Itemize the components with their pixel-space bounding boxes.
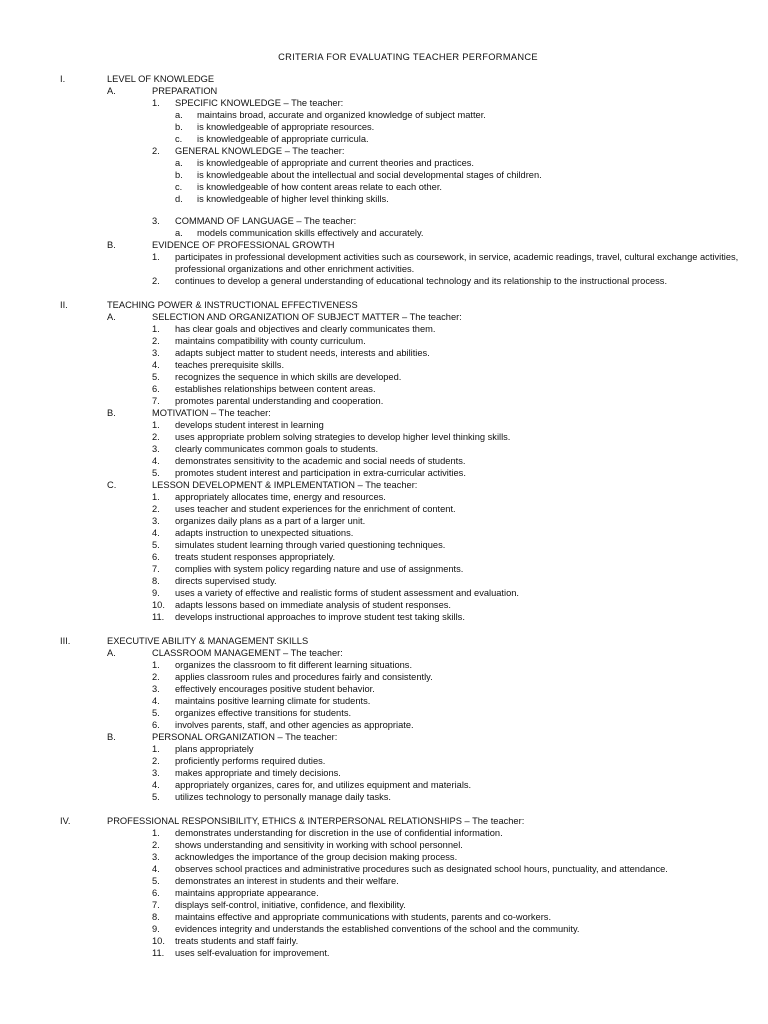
criteria-item-text: SPECIFIC KNOWLEDGE – The teacher: [175,98,344,108]
criteria-subitem [0,182,768,194]
criteria-item [0,384,768,396]
criteria-item-number: 4. [152,455,160,466]
criteria-item-text: recognizes the sequence in which skills are developed. [175,371,402,382]
criteria-item-text: has clear goals and objectives and clearly communicates them. [175,323,436,334]
criteria-item-number: 2. [152,671,160,682]
criteria-item-number: 1. [152,419,160,430]
criteria-item-number: 9. [152,587,160,598]
criteria-item-text: adapts lessons based on immediate analysis of student responses. [175,599,451,610]
subsection-heading [0,312,768,324]
criteria-item [0,276,768,288]
criteria-item [0,720,768,732]
subsection-heading-number: A. [107,86,116,96]
criteria-item-text: GENERAL KNOWLEDGE – The teacher: [175,146,345,156]
criteria-item-number: 5. [152,791,160,802]
subsection-heading [0,240,768,252]
criteria-item-number: 8. [152,911,160,922]
criteria-item-text: utilizes technology to personally manage daily tasks. [175,791,392,802]
criteria-item [0,684,768,696]
criteria-subitem-number: a. [175,228,183,238]
criteria-item-number: 3. [152,515,160,526]
criteria-item-number: 3. [152,443,160,454]
criteria-item-text: proficiently performs required duties. [175,755,326,766]
criteria-item-number: 7. [152,395,160,406]
criteria-subitem-number: a. [175,158,183,168]
criteria-item-text: treats student responses appropriately. [175,551,336,562]
section-heading [0,816,768,828]
criteria-item-text: promotes parental understanding and cooperation. [175,395,384,406]
criteria-item [0,98,768,110]
criteria-item-text: treats students and staff fairly. [175,935,299,946]
criteria-item-text: shows understanding and sensitivity in working with school personnel. [175,839,463,850]
criteria-item-number: 2. [152,755,160,766]
section-heading [0,636,768,648]
criteria-item-text: simulates student learning through varied questioning techniques. [175,539,446,550]
section-heading-number: IV. [60,815,71,826]
criteria-item [0,336,768,348]
criteria-item [0,516,768,528]
criteria-item-number: 3. [152,767,160,778]
criteria-subitem-text: is knowledgeable of appropriate resources. [197,122,375,132]
subsection-heading-number: B. [107,407,116,418]
criteria-item-text: maintains appropriate appearance. [175,887,319,898]
criteria-item-number: 3. [152,683,160,694]
criteria-subitem-text: maintains broad, accurate and organized knowledge of subject matter. [197,110,486,120]
criteria-item-text: makes appropriate and timely decisions. [175,767,341,778]
criteria-item [0,948,768,960]
subsection-heading-number: B. [107,240,116,250]
criteria-item-number: 3. [152,851,160,862]
criteria-item-number: 4. [152,779,160,790]
criteria-item [0,252,768,276]
criteria-item-number: 2. [152,431,160,442]
criteria-item-text: evidences integrity and understands the established conventions of the school and the community. [175,923,580,934]
criteria-item-text: demonstrates an interest in students and their welfare. [175,875,399,886]
criteria-subitem [0,110,768,122]
criteria-item [0,552,768,564]
section-heading-text: LEVEL OF KNOWLEDGE [107,74,215,84]
criteria-item-text: adapts subject matter to student needs, interests and abilities. [175,347,430,358]
criteria-item [0,372,768,384]
criteria-item [0,576,768,588]
criteria-item-number: 1. [152,323,160,334]
criteria-item-text: applies classroom rules and procedures fairly and consistently. [175,671,433,682]
criteria-item-text: develops instructional approaches to improve student test taking skills. [175,611,465,622]
criteria-item-number: 4. [152,527,160,538]
document-title: CRITERIA FOR EVALUATING TEACHER PERFORMANCE [278,52,538,62]
criteria-subitem-number: a. [175,110,183,120]
criteria-item-text: directs supervised study. [175,575,277,586]
criteria-item [0,348,768,360]
criteria-item [0,456,768,468]
criteria-item-text: teaches prerequisite skills. [175,359,285,370]
criteria-item-number: 5. [152,467,160,478]
criteria-item [0,612,768,624]
criteria-item-text: appropriately allocates time, energy and resources. [175,491,386,502]
section-heading [0,300,768,312]
subsection-heading [0,732,768,744]
section-heading-text: PROFESSIONAL RESPONSIBILITY, ETHICS & INTERPERSONAL RELATIONSHIPS – The teacher: [107,815,525,826]
criteria-item-text: appropriately organizes, cares for, and utilizes equipment and materials. [175,779,472,790]
criteria-item-number: 5. [152,539,160,550]
criteria-item-number: 6. [152,383,160,394]
criteria-item [0,756,768,768]
section-heading-number: I. [60,74,66,84]
criteria-item-number: 5. [152,875,160,886]
criteria-item-number: 2. [152,839,160,850]
criteria-item [0,420,768,432]
criteria-item-number: 2. [152,503,160,514]
criteria-item [0,492,768,504]
criteria-item-text: participates in professional development activities such as coursework, in service, academic readings, travel, cultural exchange activities, professional organizations and other enrichment activities. [175,252,739,274]
criteria-item [0,708,768,720]
criteria-subitem-text: is knowledgeable of appropriate curricula. [197,134,369,144]
criteria-item [0,744,768,756]
subsection-heading-text: LESSON DEVELOPMENT & IMPLEMENTATION – The teacher: [152,479,418,490]
criteria-item-text: continues to develop a general understanding of educational technology and its relationship to the instructional process. [175,275,668,286]
criteria-item [0,540,768,552]
criteria-item-text: complies with system policy regarding nature and use of assignments. [175,563,464,574]
criteria-subitem [0,170,768,182]
criteria-item-number: 2. [152,275,160,286]
criteria-item-text: maintains effective and appropriate communications with students, parents and co-workers. [175,911,552,922]
criteria-item-number: 7. [152,899,160,910]
subsection-heading [0,408,768,420]
criteria-item [0,924,768,936]
criteria-item [0,660,768,672]
criteria-item-text: develops student interest in learning [175,419,324,430]
criteria-item [0,588,768,600]
criteria-item-number: 1. [152,659,160,670]
criteria-item [0,888,768,900]
criteria-item-number: 3. [152,347,160,358]
criteria-subitem-number: c. [175,134,183,144]
criteria-item [0,564,768,576]
criteria-item [0,876,768,888]
subsection-heading-number: C. [107,479,117,490]
criteria-item-number: 1. [152,827,160,838]
criteria-item-text: effectively encourages positive student behavior. [175,683,375,694]
subsection-heading-text: SELECTION AND ORGANIZATION OF SUBJECT MATTER – The teacher: [152,311,462,322]
section-heading [0,74,768,86]
criteria-item [0,900,768,912]
criteria-item-number: 10. [152,935,165,946]
criteria-item-number: 6. [152,719,160,730]
criteria-subitem-number: c. [175,182,183,192]
criteria-subitem-text: is knowledgeable of higher level thinking skills. [197,194,389,204]
criteria-item [0,468,768,480]
criteria-item [0,840,768,852]
criteria-item-text: involves parents, staff, and other agencies as appropriate. [175,719,414,730]
criteria-item [0,360,768,372]
criteria-item-number: 1. [152,98,160,108]
criteria-item-number: 1. [152,491,160,502]
criteria-item [0,864,768,876]
criteria-subitem [0,134,768,146]
subsection-heading [0,86,768,98]
criteria-item-text: establishes relationships between content areas. [175,383,376,394]
criteria-item-number: 11. [152,947,165,958]
criteria-item [0,600,768,612]
criteria-item [0,936,768,948]
subsection-heading-text: PREPARATION [152,86,218,96]
criteria-item-number: 4. [152,863,160,874]
criteria-subitem [0,122,768,134]
criteria-item-text: COMMAND OF LANGUAGE – The teacher: [175,216,357,226]
criteria-item-text: uses self-evaluation for improvement. [175,947,330,958]
criteria-item [0,768,768,780]
criteria-item-text: uses appropriate problem solving strategies to develop higher level thinking skills. [175,431,511,442]
criteria-item-text: promotes student interest and participation in extra-curricular activities. [175,467,466,478]
spacer [0,206,768,216]
criteria-item-number: 2. [152,146,160,156]
criteria-item [0,852,768,864]
criteria-item [0,432,768,444]
criteria-item-number: 4. [152,359,160,370]
criteria-item-text: adapts instruction to unexpected situations. [175,527,354,538]
subsection-heading-number: A. [107,647,116,658]
subsection-heading [0,648,768,660]
criteria-item-number: 3. [152,216,160,226]
section-heading-number: III. [60,635,71,646]
section-heading-text: TEACHING POWER & INSTRUCTIONAL EFFECTIVENESS [107,299,358,310]
criteria-subitem-number: b. [175,170,183,180]
criteria-item-number: 9. [152,923,160,934]
subsection-heading-text: PERSONAL ORGANIZATION – The teacher: [152,731,338,742]
criteria-item [0,912,768,924]
criteria-item [0,324,768,336]
criteria-item [0,696,768,708]
criteria-item [0,792,768,804]
criteria-item-number: 1. [152,252,160,262]
criteria-item-number: 2. [152,335,160,346]
criteria-item-number: 7. [152,563,160,574]
criteria-subitem-number: b. [175,122,183,132]
subsection-heading-number: A. [107,311,116,322]
spacer [0,288,768,300]
criteria-subitem-text: models communication skills effectively and accurately. [197,228,424,238]
criteria-item [0,444,768,456]
spacer [0,804,768,816]
criteria-item-text: clearly communicates common goals to students. [175,443,379,454]
criteria-item-text: acknowledges the importance of the group decision making process. [175,851,458,862]
criteria-item-text: organizes the classroom to fit different learning situations. [175,659,413,670]
criteria-item [0,780,768,792]
criteria-item-text: maintains compatibility with county curriculum. [175,335,366,346]
criteria-item-number: 6. [152,887,160,898]
criteria-outline [0,74,768,960]
criteria-item [0,504,768,516]
criteria-subitem-text: is knowledgeable of how content areas relate to each other. [197,182,442,192]
criteria-item-text: organizes daily plans as a part of a larger unit. [175,515,366,526]
criteria-item [0,528,768,540]
criteria-item-number: 8. [152,575,160,586]
criteria-item-number: 10. [152,599,165,610]
spacer [0,624,768,636]
criteria-item-number: 5. [152,371,160,382]
criteria-subitem [0,228,768,240]
criteria-item-text: plans appropriately [175,743,254,754]
criteria-item-text: observes school practices and administrative procedures such as designated school hours, punctuality, and attendance. [175,863,668,874]
section-heading-text: EXECUTIVE ABILITY & MANAGEMENT SKILLS [107,635,309,646]
subsection-heading-text: CLASSROOM MANAGEMENT – The teacher: [152,647,343,658]
criteria-item-text: displays self-control, initiative, confidence, and flexibility. [175,899,406,910]
criteria-subitem-text: is knowledgeable about the intellectual and social developmental stages of children. [197,170,542,180]
section-heading-number: II. [60,299,68,310]
criteria-item-number: 1. [152,743,160,754]
criteria-item-number: 6. [152,551,160,562]
criteria-item-text: maintains positive learning climate for students. [175,695,371,706]
criteria-subitem-text: is knowledgeable of appropriate and current theories and practices. [197,158,475,168]
criteria-item [0,672,768,684]
subsection-heading-number: B. [107,731,116,742]
criteria-subitem [0,194,768,206]
criteria-item [0,828,768,840]
criteria-subitem-number: d. [175,194,183,204]
criteria-item-number: 4. [152,695,160,706]
criteria-item-number: 11. [152,611,165,622]
subsection-heading-text: EVIDENCE OF PROFESSIONAL GROWTH [152,240,335,250]
criteria-item [0,146,768,158]
criteria-item-text: uses teacher and student experiences for the enrichment of content. [175,503,456,514]
criteria-item-number: 5. [152,707,160,718]
subsection-heading-text: MOTIVATION – The teacher: [152,407,271,418]
criteria-item-text: uses a variety of effective and realistic forms of student assessment and evaluation. [175,587,519,598]
criteria-item-text: demonstrates understanding for discretion in the use of confidential information. [175,827,503,838]
criteria-item-text: organizes effective transitions for students. [175,707,352,718]
criteria-item [0,216,768,228]
criteria-subitem [0,158,768,170]
criteria-item-text: demonstrates sensitivity to the academic and social needs of students. [175,455,466,466]
criteria-item [0,396,768,408]
subsection-heading [0,480,768,492]
